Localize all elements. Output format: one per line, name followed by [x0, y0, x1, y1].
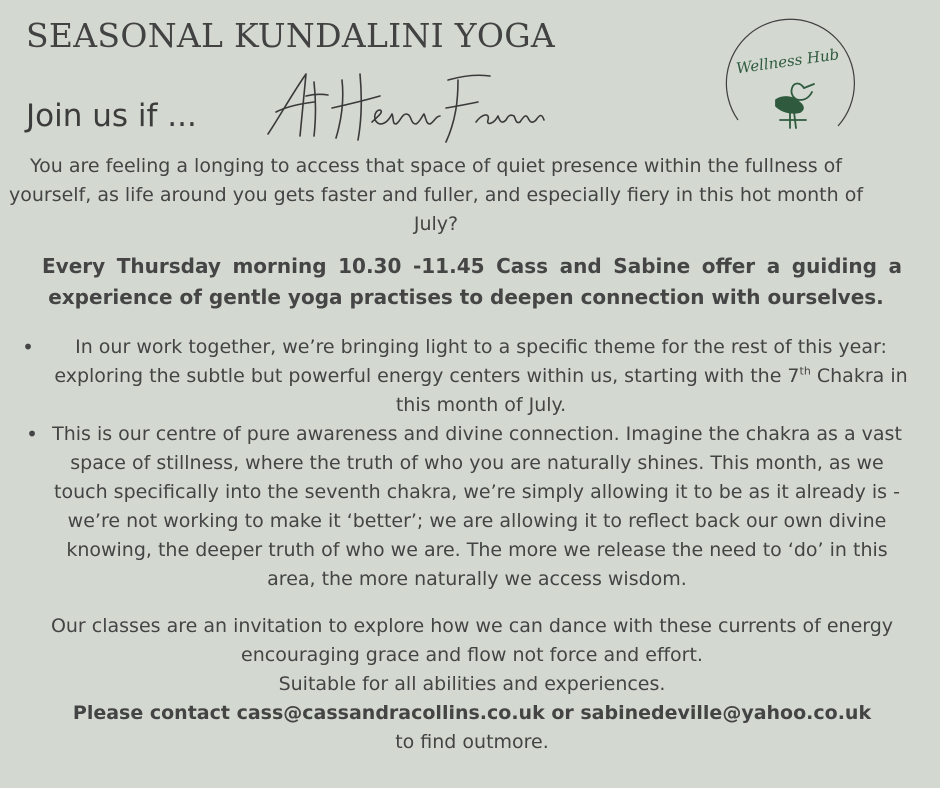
page-title: SEASONAL KUNDALINI YOGA: [26, 16, 556, 55]
intro-paragraph: You are feeling a longing to access that space of quiet presence within the fullness of yourself, as life around you gets faster and fuller, and especially fiery in this hot month of July?: [8, 155, 864, 235]
logo-text: Wellness Hub: [734, 45, 841, 78]
bullet-2-text: This is our centre of pure awareness and divine connection. Imagine the chakra as a vast space of stillness, where the truth of who you are naturally shines. This month, as we touch specifically into the seventh chakra, we’re simply allowing it to be as it already is - we’re not working to make it ‘better’; we are allowing it to reflect back our own divine knowing, the deeper truth of who we are. The more we release the need to ‘do’ in this area, the more naturally we access wisdom.: [52, 423, 902, 590]
theme-bullet-list: [18, 333, 926, 594]
suitable-text: Suitable for all abilities and experiences.: [278, 673, 666, 695]
schedule-line-1: Every Thursday morning 10.30 -11.45 Cass and Sabine offer a guiding a: [42, 254, 902, 278]
script-venue-title: [262, 66, 552, 146]
bullet-dot-icon: •: [22, 335, 34, 359]
contact-text: Please contact cass@cassandracollins.co.uk or sabinedeville@yahoo.co.uk: [72, 702, 872, 724]
invitation-text: Our classes are an invitation to explore how we can dance with these currents of energy encouraging grace and flow not force and effort.: [50, 615, 894, 666]
ordinal-suffix: th: [799, 364, 811, 378]
schedule-line-2: experience of gentle yoga practises to deepen connection with ourselves.: [48, 285, 884, 309]
bullet-1-text-end: Chakra in this month of July.: [395, 365, 908, 416]
list-item: [18, 333, 926, 420]
heron-bird-icon: [776, 84, 814, 129]
list-item: [18, 420, 926, 594]
bullet-1-text: In our work together, we’re bringing light to a specific theme for the rest of this year: exploring the subtle but powerful energy centers within us, starting with the 7: [54, 336, 887, 387]
closing-section: [32, 612, 912, 757]
wellness-hub-logo: [720, 8, 860, 144]
schedule-paragraph: [30, 251, 902, 313]
join-heading: Join us if ...: [26, 98, 197, 134]
find-out-text: to find outmore.: [395, 731, 549, 753]
bullet-dot-icon: •: [26, 422, 38, 446]
